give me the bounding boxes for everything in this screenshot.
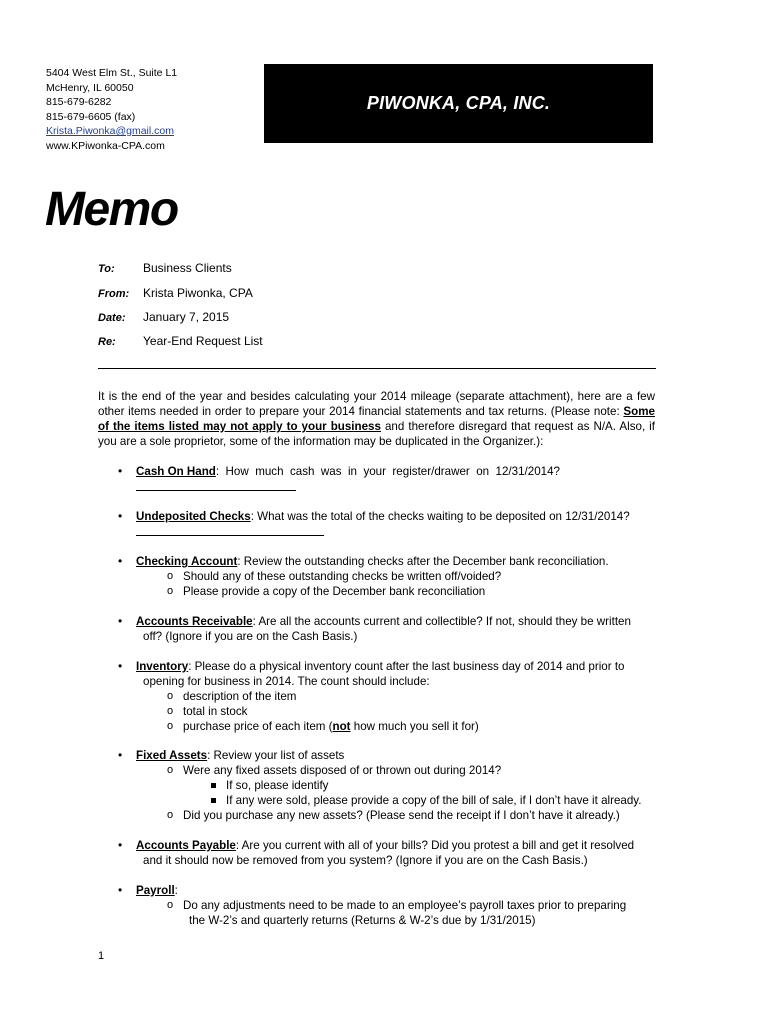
circle-bullet-icon: o xyxy=(167,809,174,821)
header-to xyxy=(98,261,232,275)
bullet-icon: • xyxy=(118,883,123,897)
date-label: Date: xyxy=(98,312,126,324)
inventory-sub-1: description of the item xyxy=(183,690,297,703)
item-accounts-payable xyxy=(118,838,655,868)
intro-paragraph xyxy=(98,389,655,449)
address-phone: 815-679-6282 xyxy=(46,96,112,108)
sub-item xyxy=(167,808,655,823)
address-street: 5404 West Elm St., Suite L1 xyxy=(46,67,178,79)
circle-bullet-icon: o xyxy=(167,705,174,717)
to-value: Business Clients xyxy=(143,261,232,275)
re-value: Year-End Request List xyxy=(143,334,263,348)
date-value: January 7, 2015 xyxy=(143,310,230,324)
receivable-text-2: off? (Ignore if you are on the Cash Basis.) xyxy=(143,630,358,643)
cash-text: : How much cash was in your register/drawer on 12/31/2014? xyxy=(215,465,561,478)
sub-item xyxy=(167,584,655,599)
circle-bullet-icon: o xyxy=(167,570,174,582)
from-label: From: xyxy=(98,288,130,300)
re-label: Re: xyxy=(98,336,116,348)
inventory-sub-3c: how much you sell it for) xyxy=(350,720,479,733)
item-cash-on-hand xyxy=(118,464,655,491)
header-from xyxy=(98,286,253,300)
to-label: To: xyxy=(98,263,115,275)
address-fax: 815-679-6605 (fax) xyxy=(46,110,136,123)
bullet-icon: • xyxy=(118,748,123,762)
bullet-icon: • xyxy=(118,838,123,852)
circle-bullet-icon: o xyxy=(167,720,174,732)
email-link[interactable]: Krista.Piwonka@gmail.com xyxy=(46,125,174,137)
website-text: www.KPiwonka-CPA.com xyxy=(46,139,165,152)
payroll-sub-1-cont: the W-2’s and quarterly returns (Returns & W-2’s due by 1/31/2015) xyxy=(189,914,536,927)
inventory-sub-2: total in stock xyxy=(183,705,248,718)
cash-heading: Cash On Hand xyxy=(136,465,216,478)
inventory-sub-3a: purchase price of each item ( xyxy=(183,720,333,733)
checking-text: : Review the outstanding checks after the December bank reconciliation. xyxy=(237,555,609,568)
firm-banner xyxy=(264,64,653,143)
inventory-sub-3-emphasis: not xyxy=(332,720,351,733)
square-bullet-icon xyxy=(211,798,216,803)
undeposited-heading: Undeposited Checks xyxy=(136,510,251,523)
sub-item xyxy=(167,763,655,778)
fixed-heading: Fixed Assets xyxy=(136,749,208,762)
item-payroll xyxy=(118,883,655,928)
page-number: 1 xyxy=(98,950,105,962)
bullet-icon: • xyxy=(118,554,123,568)
receivable-text: : Are all the accounts current and collectible? If not, should they be written xyxy=(252,615,631,628)
from-value: Krista Piwonka, CPA xyxy=(143,286,253,300)
bullet-icon: • xyxy=(118,509,123,523)
header-re xyxy=(98,334,263,348)
square-bullet-icon xyxy=(211,783,216,788)
checking-sub-1: Should any of these outstanding checks be written off/voided? xyxy=(183,570,502,583)
item-checking-account xyxy=(118,554,655,599)
return-address xyxy=(46,66,177,153)
cash-answer-line[interactable] xyxy=(136,490,296,491)
payable-text: : Are you current with all of your bills? Did you protest a bill and get it resolved xyxy=(235,839,635,852)
header-divider xyxy=(98,368,656,369)
circle-bullet-icon: o xyxy=(167,764,174,776)
fixed-sub-2: Did you purchase any new assets? (Please send the receipt if I don’t have it already.) xyxy=(183,809,620,822)
item-accounts-receivable xyxy=(118,614,655,644)
payroll-sub-1: Do any adjustments need to be made to an employee’s payroll taxes prior to preparing xyxy=(183,899,627,912)
receivable-heading: Accounts Receivable xyxy=(136,615,253,628)
payroll-text: : xyxy=(174,884,178,897)
bullet-icon: • xyxy=(118,659,123,673)
inventory-text: : Please do a physical inventory count after the last business day of 2014 and prior to xyxy=(188,660,625,673)
firm-name: PIWONKA, CPA, INC. xyxy=(366,93,551,113)
circle-bullet-icon: o xyxy=(167,690,174,702)
sub-sub-item xyxy=(226,793,655,808)
payable-text-2: and it should now be removed from you system? (Ignore if you are on the Cash Basis.) xyxy=(143,854,588,867)
payroll-heading: Payroll xyxy=(136,884,175,897)
sub-item xyxy=(167,689,655,704)
inventory-text-2: opening for business in 2014. The count should include: xyxy=(143,675,430,688)
undeposited-answer-line[interactable] xyxy=(136,535,324,536)
checking-sub-2: Please provide a copy of the December bank reconciliation xyxy=(183,585,486,598)
sub-item xyxy=(167,569,655,584)
item-undeposited-checks xyxy=(118,509,655,536)
fixed-text: : Review your list of assets xyxy=(207,749,345,762)
undeposited-text: : What was the total of the checks waiting to be deposited on 12/31/2014? xyxy=(250,510,630,523)
intro-text-2: and therefore disregard that request as N/A. Also, if you are a sole proprietor, some of the information may be duplicated in the Organizer.): xyxy=(98,420,655,448)
header-date xyxy=(98,310,229,324)
sub-item xyxy=(167,898,655,928)
payable-heading: Accounts Payable xyxy=(136,839,236,852)
sub-item xyxy=(167,719,655,734)
circle-bullet-icon: o xyxy=(167,585,174,597)
sub-sub-item xyxy=(226,778,655,793)
fixed-sub-1b: If any were sold, please provide a copy of the bill of sale, if I don’t have it already. xyxy=(226,794,642,807)
item-inventory xyxy=(118,659,655,734)
memo-title: Memo xyxy=(45,183,178,236)
intro-emphasis: Some of the items listed may not apply to your business xyxy=(98,405,655,433)
circle-bullet-icon: o xyxy=(167,899,174,911)
fixed-sub-1a: If so, please identify xyxy=(226,779,329,792)
bullet-icon: • xyxy=(118,464,123,478)
bullet-icon: • xyxy=(118,614,123,628)
sub-item xyxy=(167,704,655,719)
inventory-heading: Inventory xyxy=(136,660,189,673)
item-fixed-assets xyxy=(118,748,655,823)
fixed-sub-1: Were any fixed assets disposed of or thrown out during 2014? xyxy=(183,764,502,777)
checking-heading: Checking Account xyxy=(136,555,238,568)
address-city: McHenry, IL 60050 xyxy=(46,81,134,94)
intro-text-1: It is the end of the year and besides calculating your 2014 mileage (separate attachment), here are a few other items needed in order to prepare your 2014 financial statements and tax returns. (Please note: xyxy=(98,390,655,418)
